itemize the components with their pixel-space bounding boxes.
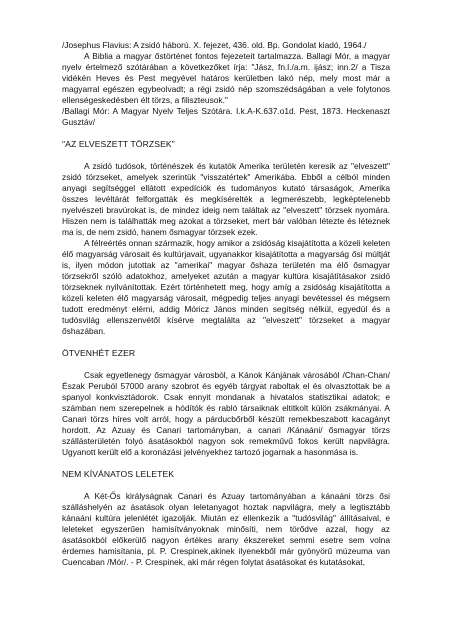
section-heading-otvenhet-ezer: ÖTVENHÉT EZER [62,348,136,358]
section-heading-nem-kivanatos-leletek: NEM KÍVÁNATOS LELETEK [62,469,175,479]
paragraph-felreertes: A félreértés onnan származik, hogy amikor a zsidóság kisajátította a közeli keleten élő magyarság városait és kultúrjavait, ugyanakkor kisajátította a magyarság ősi múltját is, ilyen módon jutottak az "amerikai" magyar őshaza területén ma élő ősmagyar törzsekről szóló adatokhoz, amelyeket azután a magyar kultúra kisajátításakor zsidó törzseknek nyilvánítottak. Ezért történhetett meg, hogy amíg a zsidóság kisajátította a közeli keleten élő magyarság városait, mégpedig teljes anyagi bevétessel és mégsem tudott eredményt elérni, addig Móricz János minden segítség nélkül, egyedül és a tudósvilág ellenszenvétől kísérve megtalálta az "elveszett" törzseket a magyar őshazában. [62,238,390,336]
paragraph-zsido-tudosok: A zsidó tudósok, történészek és kutatók Amerika területén keresik az "elveszett" zsidó törzseket, amelyek szerintük "visszatértek" Amerikába. Ebből a célból minden anyagi segítséggel ellátott expedíciók és tudományos kutató társaságok, Amerika összes levéltárát felforgatták és megkísérelték a legmerészebb, legképtelenebb nyelvészeti bravúrokat is, de mindez ideig nem találtak az "elveszett" törzsek nyomára. Hiszen nem is találhatták meg azokat a törzseket, mert bár valóban létezte és léteznek ma is, de nem zsidó, hanem ősmagyar törzsek ezek. [62,161,390,237]
paragraph-biblia: A Biblia a magyar őstörténet fontos fejezeteit tartalmazza. Ballagi Mór, a magyar nyelv értelmező szótárában a következőket írja: "Jász, fn.l./a.m. ijász; inn.2/ a Tisza vidékén Heves és Pest megyével határos kerületben lakó nép, mely most már a magyarral egészen egybeolvadt; a régi zsidó nép szomszédságában a vele folytonos ellenségeskedésben élt törzs, a filiszteusok." [62,51,390,105]
paragraph-chan-chan: Csak egyetlenegy ősmagyar városból, a Kánok Kánjának városából /Chan-Chan/ Észak Peruból 57000 arany szobrot és egyéb tárgyat raboltak el és olvasztottak be a spanyol konkvisztádorok. Csak ennyit mondanak a hivatalos statisztikai adatok; e számban nem szerepelnek a hódítók és rabló társaiknak eltitkolt külön zsákmányai. A Canari törzs híres volt arról, hogy a párducbőrből készült remekbeszabott kacagányt hordott. Az Azuay és Canari tartományban, a canari /Kánaáni/ ősmagyar törzs szállásterületén folyó ásatásokból nagyon sok remekművű fokos került napvilágra. Ugyanott került elő a koronázási jelvényekhez tartozó jogarnak a hasonmása is. [62,370,390,457]
citation-josephus: /Josephus Flavius: A zsidó háború. X. fejezet, 436. old. Bp. Gondolat kiadó, 1964./ [62,40,367,50]
section-heading-elveszett-torzsek: "AZ ELVESZETT TÖRZSEK" [62,139,175,149]
paragraph-ket-os-kiralysag: A Két-Ős királyságnak Canari és Azuay tartományában a kánaáni törzs ősi szálláshelyén az ásatások olyan leletanyagot hoztak napvilágra, mely a legtisztább kánaáni kultúra jelenlétét igazolják. Miután ez ellenkezik a "tudósvilág" állításaival, e leleteket egyszerűen hamisítványoknak minősíti, nem törődve azzal, hogy az ásatásokból előkerülő nagyon értékes arany ékszereket semmi esetre sem volna érdemes hamisítania, pl. P. Crespinek,akinek ilyenekből már gyönyörű múzeuma van Cuencaban /Mór/. - P. Crespinek, aki már régen folytat ásatásokat és kutatásokat, [62,491,390,567]
citation-ballagi: /Ballagi Mór: A Magyar Nyelv Teljes Szótára. I.k.A-K.637.o1d. Pest, 1873. Heckenaszt Gusztáv/ [62,106,390,127]
